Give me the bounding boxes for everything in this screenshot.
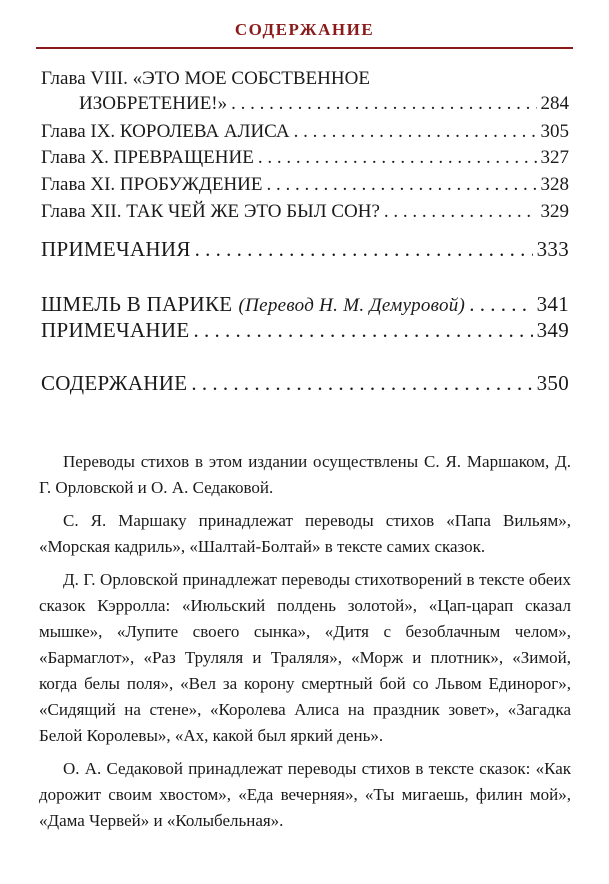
toc-entry-ch12[interactable]: [41, 199, 569, 224]
leader-dots: [267, 172, 537, 197]
toc-entry-notes[interactable]: [41, 235, 569, 263]
toc-entry-translator: (Перевод Н. М. Демуровой): [238, 295, 466, 316]
toc-entry-contents[interactable]: [41, 369, 569, 397]
running-header: [36, 20, 573, 49]
toc-entry-ch10[interactable]: [41, 145, 569, 170]
toc-entry-title: СОДЕРЖАНИЕ: [41, 371, 188, 395]
note-paragraph: Переводы стихов в этом издании осуществлены С. Я. Маршаком, Д. Г. Орловской и О. А. Седаковой.: [39, 452, 571, 497]
toc-page-number: 327: [540, 147, 569, 168]
leader-dots: [384, 199, 537, 224]
leader-dots: [258, 145, 537, 170]
toc-entry-title: Глава IX. КОРОЛЕВА АЛИСА: [41, 121, 290, 142]
toc-entry-ch11[interactable]: [41, 172, 569, 197]
leader-dots: [191, 369, 532, 397]
toc-page-number: 341: [536, 292, 569, 316]
toc-entry-ch8[interactable]: [41, 66, 569, 116]
toc-page-number: 333: [536, 237, 569, 261]
toc-entry-title: ПРИМЕЧАНИЕ: [41, 318, 190, 342]
toc-entry-title: ПРИМЕЧАНИЯ: [41, 237, 191, 261]
toc-entry-title: Глава VIII. «ЭТО МОЕ СОБСТВЕННОЕ: [41, 68, 370, 89]
toc-page-number: 349: [536, 318, 569, 342]
toc-page-number: 329: [540, 201, 569, 222]
leader-dots: [193, 316, 532, 344]
note-paragraph: Д. Г. Орловской принадлежат переводы стихотворений в тексте обеих сказок Кэрролла: «Июльский полдень золотой», «Цап-царап сказал мышке», «Лупите своего сынка», «Дитя с безоблачным челом», «Бармаглот», «Раз Труляля и Траляля», «Морж и плотник», «Зимой, когда белы поля», «Вел за корону смертный бой со Львом Единорог», «Сидящий на стене», «Королева Алиса на праздник зовет», «Загадка Белой Королевы», «Ах, какой был яркий день».: [39, 570, 571, 745]
toc-page-number: 284: [540, 93, 569, 114]
note-paragraph: О. А. Седаковой принадлежат переводы стихов в тексте сказок: «Как дорожит своим хвостом», «Еда вечерняя», «Ты мигаешь, филин мой», «Дама Червей» и «Колыбельная».: [39, 759, 571, 830]
leader-dots: [231, 91, 536, 116]
leader-dots: [294, 119, 537, 144]
leader-dots: [195, 235, 533, 263]
toc-entry-ch9[interactable]: [41, 119, 569, 144]
translations-note: [39, 449, 571, 841]
toc-page-number: 305: [540, 121, 569, 142]
toc-entry-title: ШМЕЛЬ В ПАРИКЕ: [41, 292, 233, 316]
toc-entry-title-cont: ИЗОБРЕТЕНИЕ!»: [79, 93, 228, 114]
toc-page-number: 328: [540, 174, 569, 195]
header-title: СОДЕРЖАНИЕ: [234, 20, 375, 39]
leader-dots: [469, 290, 532, 318]
note-paragraph: С. Я. Маршаку принадлежат переводы стихов «Папа Вильям», «Морская кадриль», «Шалтай-Болтай» в тексте самих сказок.: [39, 511, 571, 556]
toc-entry-wasp-note[interactable]: [41, 316, 569, 344]
toc-entry-title: Глава X. ПРЕВРАЩЕНИЕ: [41, 147, 254, 168]
toc-entry-title: Глава XII. ТАК ЧЕЙ ЖЕ ЭТО БЫЛ СОН?: [41, 201, 380, 222]
toc-page-number: 350: [536, 371, 569, 395]
toc-entry-title: Глава XI. ПРОБУЖДЕНИЕ: [41, 174, 263, 195]
